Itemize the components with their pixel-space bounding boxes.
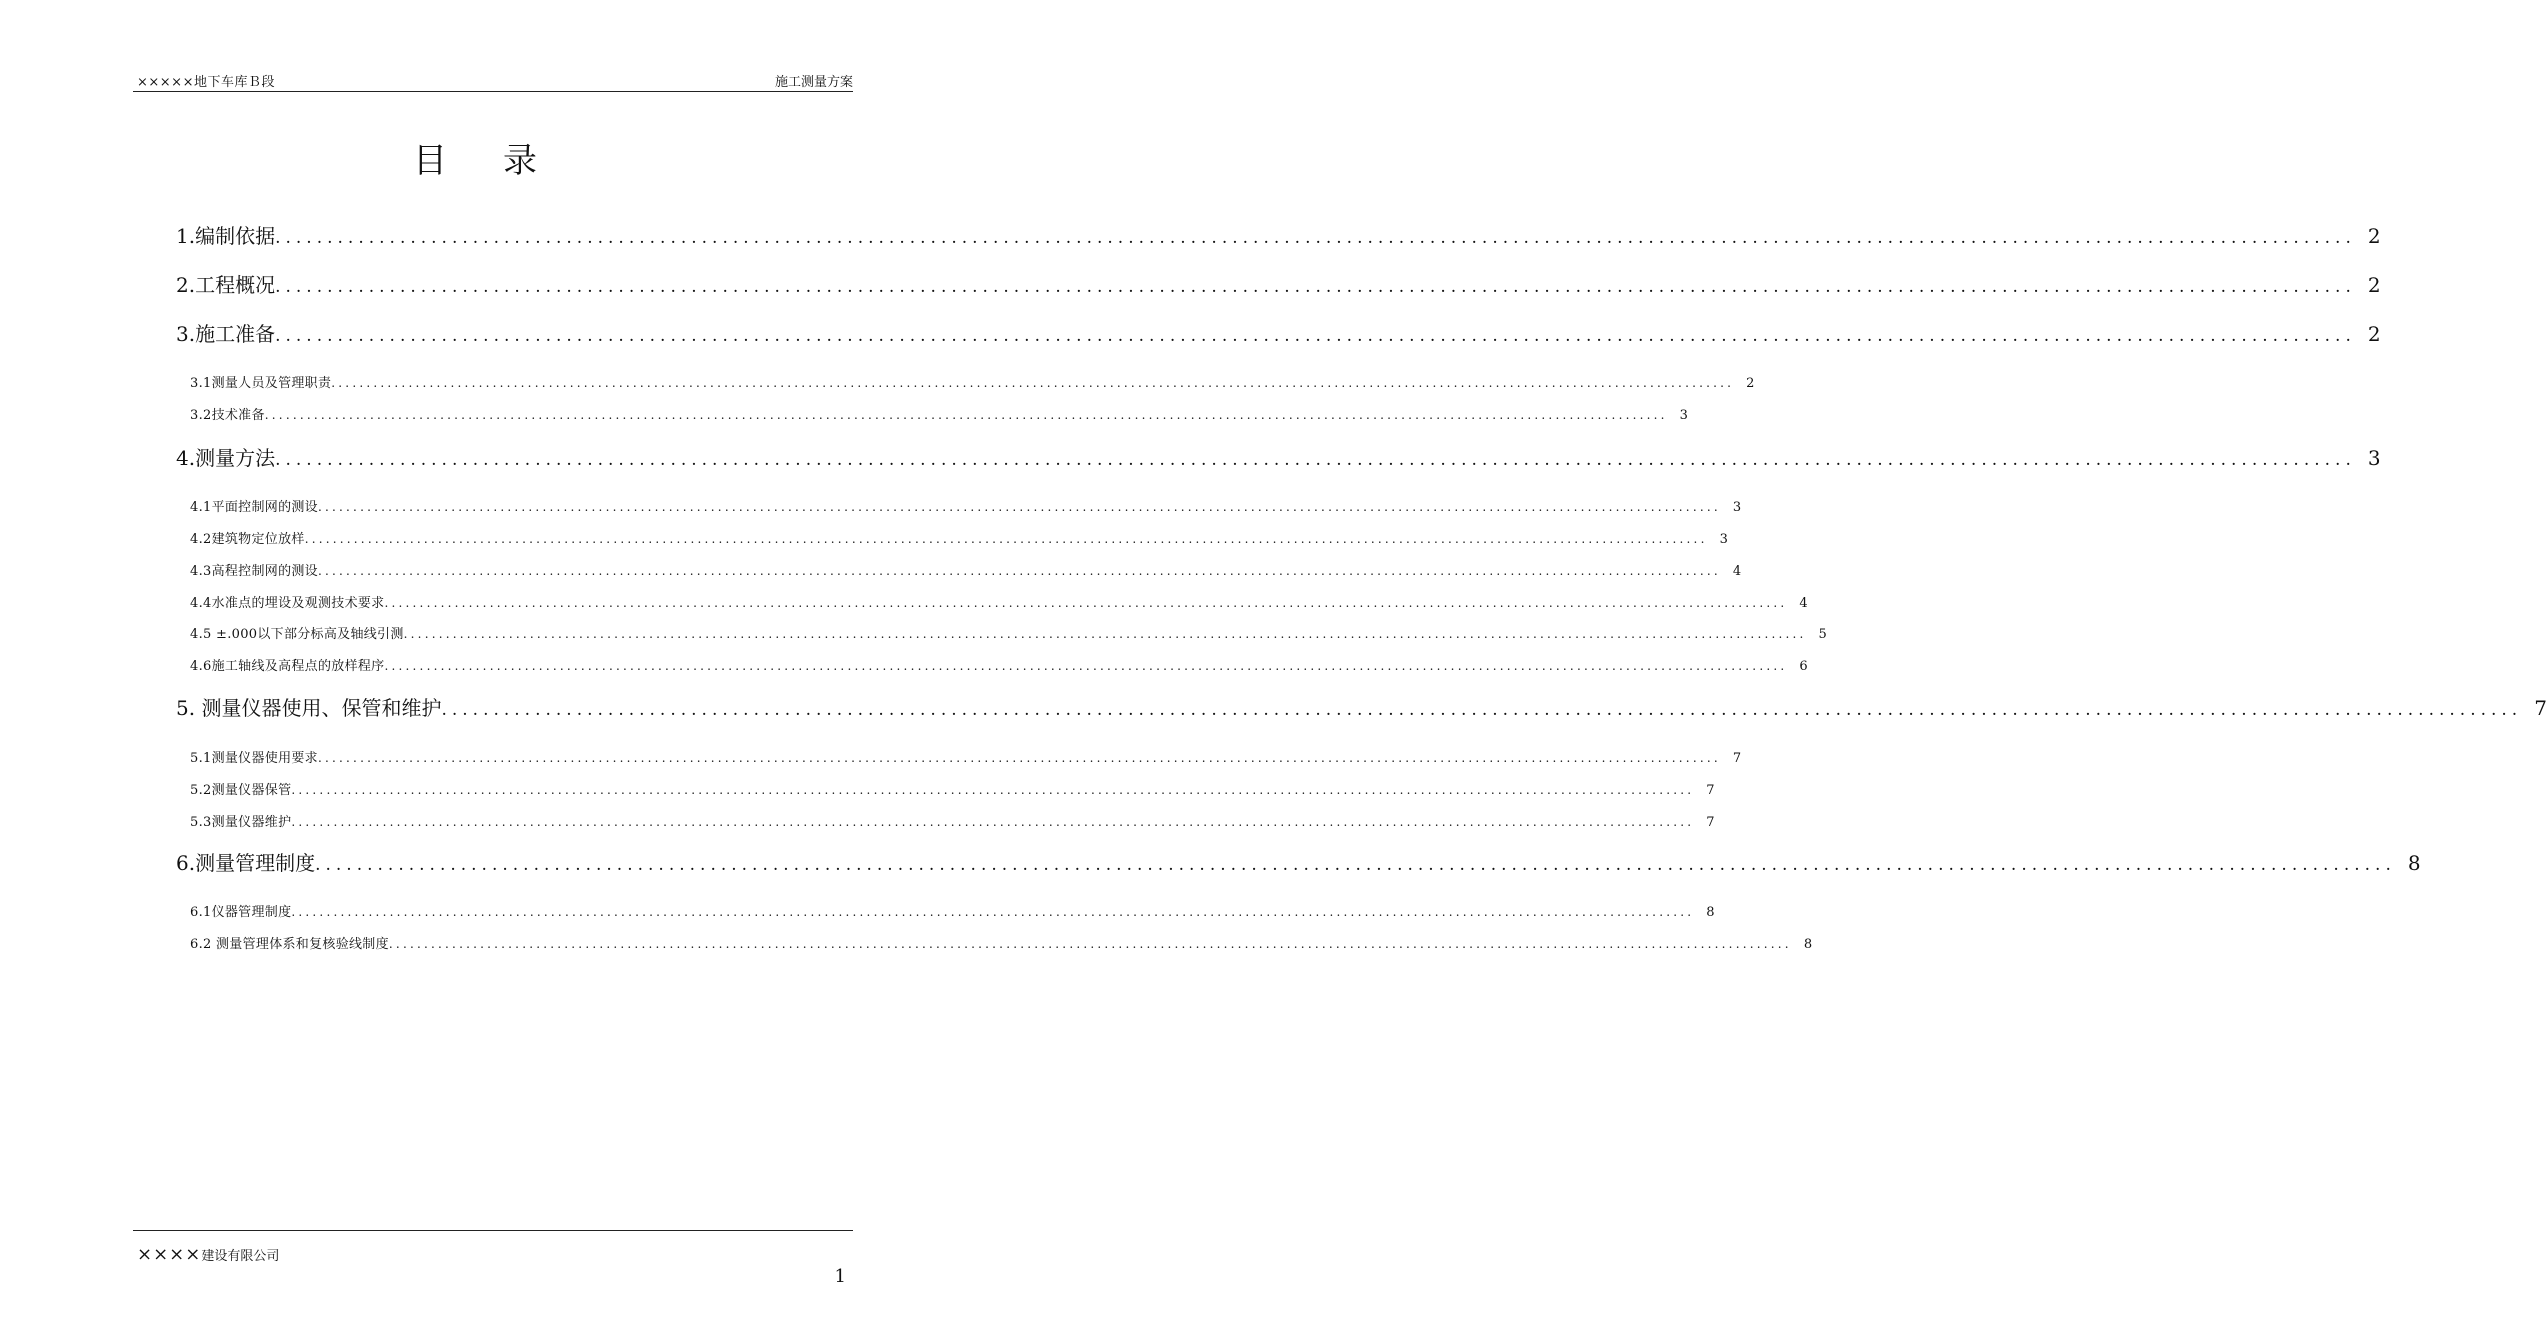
toc-entry-label: 5.2测量仪器保管 — [190, 783, 292, 798]
toc-entry-page: 3 — [1719, 532, 1729, 547]
toc-dot-leader: ........................................................................................................................................................................................................ — [384, 659, 1788, 673]
footer-company — [137, 1244, 279, 1265]
toc-entry-label: 3.2技术准备 — [190, 408, 265, 423]
toc-entry-page: 2 — [1746, 376, 1755, 391]
toc-entry[interactable] — [176, 269, 2381, 299]
toc-subentry[interactable] — [190, 933, 1813, 953]
toc-entry-page: 2 — [2367, 273, 2381, 297]
toc-entry[interactable] — [176, 220, 2381, 250]
toc-entry-page: 8 — [2407, 851, 2421, 875]
toc-entry-label: 5.1测量仪器使用要求 — [190, 751, 318, 766]
toc-entry-label: 6.2 测量管理体系和复核验线制度 — [190, 937, 389, 952]
toc-subentry[interactable] — [190, 592, 1808, 612]
toc-subentry[interactable] — [190, 404, 1689, 424]
toc-entry[interactable] — [176, 442, 2381, 472]
toc-entry-page: 7 — [1706, 815, 1715, 830]
footer-rule — [133, 1230, 853, 1231]
toc-entry-page: 3 — [1679, 408, 1689, 423]
toc-dot-leader: ........................................................................................................................................................................................................ — [388, 937, 1792, 951]
toc-dot-leader: ........................................................................................................................................................................................................ — [403, 627, 1807, 641]
footer-company-name: 建设有限公司 — [201, 1249, 280, 1264]
toc-dot-leader: ........................................................................................................................................................................................................ — [291, 905, 1695, 919]
toc-subentry[interactable] — [190, 623, 1828, 643]
toc-entry-label: 3.1测量人员及管理职责 — [190, 376, 332, 391]
toc-entry-label: 6.1仪器管理制度 — [190, 905, 292, 920]
toc-entry-page: 7 — [2534, 696, 2547, 720]
toc-entry-label: 1.编制依据 — [176, 224, 276, 248]
toc-entry-label: 4.测量方法 — [176, 446, 276, 470]
toc-entry-page: 7 — [1732, 751, 1742, 766]
toc-dot-leader: ........................................................................................................................................................................................................ — [275, 450, 2356, 470]
toc-dot-leader: ........................................................................................................................................................................................................ — [317, 564, 1721, 578]
toc-subentry[interactable] — [190, 372, 1755, 392]
toc-entry-label: 5. 测量仪器使用、保管和维护 — [176, 696, 442, 720]
toc-entry[interactable] — [176, 318, 2381, 348]
toc-dot-leader: ........................................................................................................................................................................................................ — [331, 376, 1735, 390]
toc-subentry[interactable] — [190, 779, 1715, 799]
toc-entry-page: 4 — [1799, 596, 1808, 611]
toc-entry-page: 8 — [1803, 937, 1813, 952]
toc-entry-page: 3 — [2367, 446, 2381, 470]
footer-company-marks: ×××× — [137, 1244, 202, 1265]
toc-entry[interactable] — [176, 692, 2547, 722]
toc-entry-label: 4.4水准点的埋设及观测技术要求 — [190, 596, 385, 611]
toc-entry-label: 4.6施工轴线及高程点的放样程序 — [190, 659, 385, 674]
toc-entry-page: 8 — [1706, 905, 1715, 920]
toc-entry-label: 4.1平面控制网的测设 — [190, 500, 318, 515]
toc-entry-page: 2 — [2367, 322, 2381, 346]
toc-entry-page: 4 — [1732, 564, 1742, 579]
toc-entry[interactable] — [176, 847, 2421, 877]
toc-entry-label: 4.5 ±.000以下部分标高及轴线引测 — [190, 627, 404, 642]
toc-subentry[interactable] — [190, 496, 1742, 516]
toc-entry-label: 5.3测量仪器维护 — [190, 815, 292, 830]
toc-entry-label: 6.测量管理制度 — [176, 851, 316, 875]
toc-subentry[interactable] — [190, 560, 1742, 580]
header-document-name: 施工测量方案 — [774, 75, 853, 90]
header-rule — [133, 91, 853, 92]
toc-subentry[interactable] — [190, 655, 1808, 675]
toc-entry-label: 2.工程概况 — [176, 273, 276, 297]
toc-dot-leader: ........................................................................................................................................................................................................ — [275, 326, 2356, 346]
toc-entry-label: 4.2建筑物定位放样 — [190, 532, 305, 547]
toc-dot-leader: ........................................................................................................................................................................................................ — [317, 751, 1721, 765]
toc-dot-leader: ........................................................................................................................................................................................................ — [384, 596, 1788, 610]
toc-entry-page: 5 — [1818, 627, 1828, 642]
toc-dot-leader: ........................................................................................................................................................................................................ — [317, 500, 1721, 514]
toc-dot-leader: ........................................................................................................................................................................................................ — [264, 408, 1668, 422]
toc-entry-page: 2 — [2367, 224, 2381, 248]
toc-entry-page: 3 — [1732, 500, 1742, 515]
toc-subentry[interactable] — [190, 811, 1715, 831]
page-number: 1 — [834, 1266, 846, 1287]
header-project-name: ×××××地下车库Ｂ段 — [137, 75, 275, 90]
toc-entry-label: 4.3高程控制网的测设 — [190, 564, 318, 579]
toc-dot-leader: ........................................................................................................................................................................................................ — [275, 228, 2356, 248]
toc-dot-leader: ........................................................................................................................................................................................................ — [441, 700, 2523, 720]
toc-subentry[interactable] — [190, 747, 1742, 767]
toc-dot-leader: ........................................................................................................................................................................................................ — [315, 855, 2396, 875]
toc-dot-leader: ........................................................................................................................................................................................................ — [304, 532, 1708, 546]
toc-dot-leader: ........................................................................................................................................................................................................ — [291, 783, 1695, 797]
toc-subentry[interactable] — [190, 528, 1729, 548]
toc-dot-leader: ........................................................................................................................................................................................................ — [291, 815, 1695, 829]
toc-subentry[interactable] — [190, 901, 1715, 921]
toc-dot-leader: ........................................................................................................................................................................................................ — [275, 277, 2356, 297]
toc-title: 目录 — [413, 141, 593, 181]
toc-entry-label: 3.施工准备 — [176, 322, 276, 346]
toc-entry-page: 6 — [1799, 659, 1808, 674]
toc-entry-page: 7 — [1706, 783, 1715, 798]
